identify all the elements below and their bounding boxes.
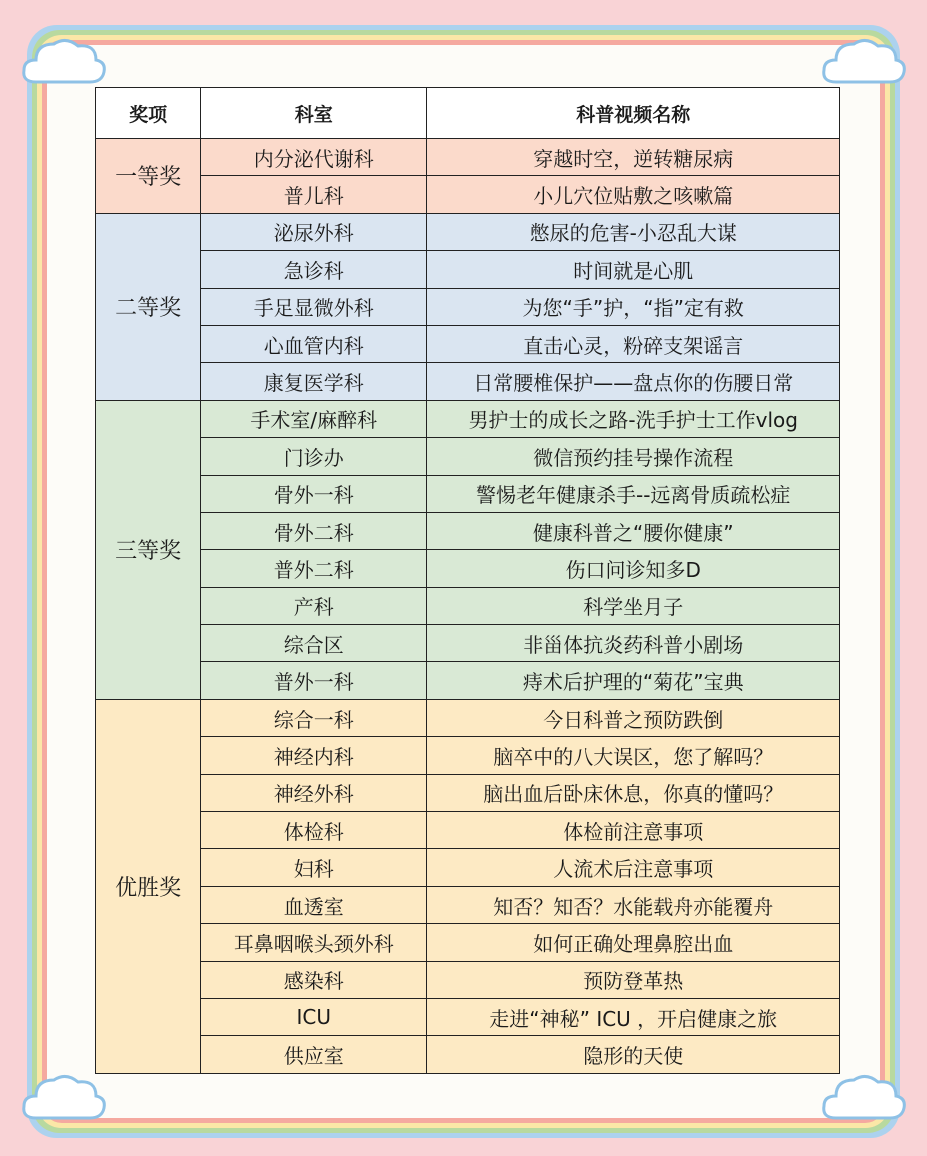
header-prize: 奖项	[96, 88, 201, 139]
table-row	[96, 363, 840, 400]
video-title-cell: 直击心灵，粉碎支架谣言	[427, 325, 840, 362]
department-cell: 产科	[201, 587, 427, 624]
video-title-cell: 隐形的天使	[427, 1036, 840, 1073]
cloud-icon	[818, 30, 908, 90]
video-title-cell: 为您“手”护，“指”定有救	[427, 288, 840, 325]
department-cell: 综合区	[201, 625, 427, 662]
table-row	[96, 587, 840, 624]
table-row	[96, 251, 840, 288]
department-cell: 普外二科	[201, 550, 427, 587]
department-cell: 血透室	[201, 886, 427, 923]
table-header-row	[96, 88, 840, 139]
video-title-cell: 非甾体抗炎药科普小剧场	[427, 625, 840, 662]
table-row	[96, 400, 840, 437]
department-cell: 泌尿外科	[201, 213, 427, 250]
table-row	[96, 662, 840, 699]
table-row	[96, 139, 840, 176]
video-title-cell: 痔术后护理的“菊花”宝典	[427, 662, 840, 699]
department-cell: ICU	[201, 998, 427, 1035]
prize-cell: 优胜奖	[96, 699, 201, 1073]
department-cell: 神经内科	[201, 737, 427, 774]
video-title-cell: 小儿穴位贴敷之咳嗽篇	[427, 176, 840, 213]
table-row	[96, 998, 840, 1035]
department-cell: 体检科	[201, 812, 427, 849]
table-body	[96, 139, 840, 1074]
table-row	[96, 886, 840, 923]
table-row	[96, 699, 840, 736]
department-cell: 手术室/麻醉科	[201, 400, 427, 437]
video-title-cell: 警惕老年健康杀手--远离骨质疏松症	[427, 475, 840, 512]
cloud-icon	[18, 1066, 108, 1126]
video-title-cell: 穿越时空，逆转糖尿病	[427, 139, 840, 176]
department-cell: 普儿科	[201, 176, 427, 213]
video-title-cell: 时间就是心肌	[427, 251, 840, 288]
prize-cell: 一等奖	[96, 139, 201, 214]
table-row	[96, 961, 840, 998]
department-cell: 骨外二科	[201, 512, 427, 549]
table-row	[96, 176, 840, 213]
department-cell: 骨外一科	[201, 475, 427, 512]
video-title-cell: 男护士的成长之路-洗手护士工作vlog	[427, 400, 840, 437]
video-title-cell: 憋尿的危害-小忍乱大谋	[427, 213, 840, 250]
department-cell: 供应室	[201, 1036, 427, 1073]
cloud-icon	[818, 1066, 908, 1126]
video-title-cell: 走进“神秘” ICU ，开启健康之旅	[427, 998, 840, 1035]
video-title-cell: 脑卒中的八大误区，您了解吗？	[427, 737, 840, 774]
department-cell: 神经外科	[201, 774, 427, 811]
table-row	[96, 1036, 840, 1073]
table-row	[96, 438, 840, 475]
department-cell: 手足显微外科	[201, 288, 427, 325]
table-row	[96, 924, 840, 961]
video-title-cell: 预防登革热	[427, 961, 840, 998]
video-title-cell: 脑出血后卧床休息，你真的懂吗？	[427, 774, 840, 811]
prize-cell: 三等奖	[96, 400, 201, 699]
header-video-title: 科普视频名称	[427, 88, 840, 139]
video-title-cell: 微信预约挂号操作流程	[427, 438, 840, 475]
department-cell: 门诊办	[201, 438, 427, 475]
department-cell: 内分泌代谢科	[201, 139, 427, 176]
department-cell: 心血管内科	[201, 325, 427, 362]
video-title-cell: 今日科普之预防跌倒	[427, 699, 840, 736]
table-row	[96, 475, 840, 512]
table-row	[96, 288, 840, 325]
video-title-cell: 知否？知否？水能载舟亦能覆舟	[427, 886, 840, 923]
table-row	[96, 812, 840, 849]
video-title-cell: 日常腰椎保护——盘点你的伤腰日常	[427, 363, 840, 400]
video-title-cell: 健康科普之“腰你健康”	[427, 512, 840, 549]
video-title-cell: 伤口问诊知多D	[427, 550, 840, 587]
table-row	[96, 512, 840, 549]
header-department: 科室	[201, 88, 427, 139]
table-row	[96, 213, 840, 250]
department-cell: 耳鼻咽喉头颈外科	[201, 924, 427, 961]
department-cell: 感染科	[201, 961, 427, 998]
department-cell: 综合一科	[201, 699, 427, 736]
department-cell: 普外一科	[201, 662, 427, 699]
table-row	[96, 550, 840, 587]
video-title-cell: 体检前注意事项	[427, 812, 840, 849]
video-title-cell: 如何正确处理鼻腔出血	[427, 924, 840, 961]
department-cell: 急诊科	[201, 251, 427, 288]
table-row	[96, 737, 840, 774]
table-row	[96, 625, 840, 662]
department-cell: 妇科	[201, 849, 427, 886]
table-row	[96, 774, 840, 811]
video-title-cell: 人流术后注意事项	[427, 849, 840, 886]
cloud-icon	[18, 30, 108, 90]
video-title-cell: 科学坐月子	[427, 587, 840, 624]
department-cell: 康复医学科	[201, 363, 427, 400]
table-row	[96, 849, 840, 886]
prize-cell: 二等奖	[96, 213, 201, 400]
awards-table	[95, 87, 840, 1074]
table-row	[96, 325, 840, 362]
